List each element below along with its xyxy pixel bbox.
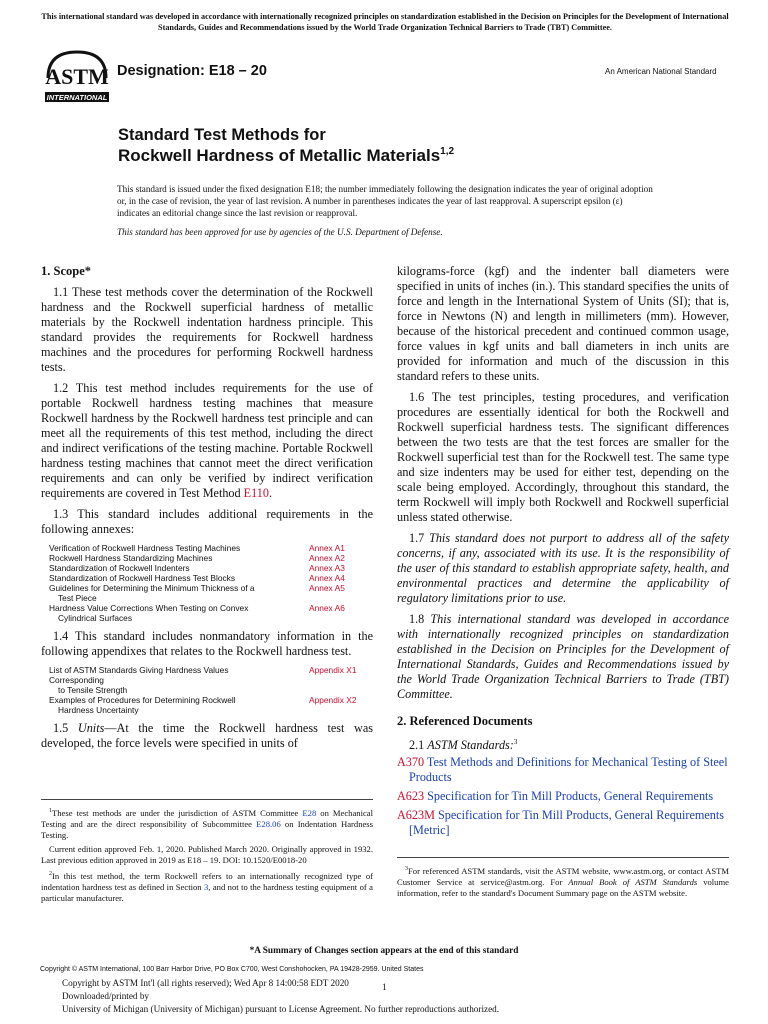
logo-text: ASTM [45, 64, 109, 89]
section-1-8-text: This international standard was developed in accordance with internationally recognized principles on standardization established in the Decision on Principles for the Development of International Standards, Guides and Recommendations issued by the World Trade Organization Technical Barriers to Trade (TBT) Committee. [397, 612, 729, 701]
reference-item [397, 808, 729, 838]
reference-title-link[interactable]: Specification for Tin Mill Products, General Requirements [427, 789, 714, 804]
footnote-1-marker: 1 [49, 808, 52, 814]
reference-item [397, 789, 729, 804]
reference-title-link[interactable]: Specification for Tin Mill Products, General Requirements [Metric] [409, 808, 724, 838]
appendix-link [309, 705, 359, 715]
appendix-label: List of ASTM Standards Giving Hardness Values [49, 665, 229, 675]
page-number: 1 [382, 982, 387, 992]
footnote-3-text-b: volume information, refer to the standard's Document Summary page on the ASTM website. [397, 876, 729, 898]
reference-item [397, 755, 729, 785]
left-column [41, 264, 373, 757]
section-1-7-num: 1.7 [409, 531, 430, 545]
appendix-row [49, 675, 359, 685]
annex-label: Rockwell Hardness Standardizing Machines [49, 553, 213, 563]
scope-heading: 1. Scope* [41, 264, 91, 278]
annex-row [49, 603, 359, 613]
annex-link [309, 593, 359, 603]
section-1-5-text: —At the time the Rockwell hardness test was developed, the force levels were specified in units of [41, 721, 374, 750]
annex-list [49, 543, 359, 623]
section-1-6: 1.6 The test principles, testing procedures, and verification procedures are essentially identical for both the Rockwell and Rockwell superficial hardness tests. The significant differences between the two tests are that the test forces are smaller for the Rockwell superficial test than for the Rockwell test. The same type and size indenters may be used for either test, depending on the scale being employed. Accordingly, throughout this standard, the term Rockwell will imply both Rockwell and Rockwell superficial unless stated otherwise. [397, 390, 729, 524]
section-1-8-num: 1.8 [409, 612, 431, 626]
annex-link[interactable]: Annex A3 [309, 563, 345, 573]
appendix-link [309, 685, 359, 695]
title-text: Rockwell Hardness of Metallic Materials [118, 146, 441, 165]
annex-label: Test Piece [58, 593, 97, 603]
logo-subtext: INTERNATIONAL [46, 93, 108, 102]
footnote-ref-3[interactable]: 3 [513, 738, 518, 746]
annex-label: Cylindrical Surfaces [58, 613, 133, 623]
astm-logo [42, 48, 112, 106]
annex-label: Standardization of Rockwell Hardness Test Blocks [49, 573, 236, 583]
reference-code-link[interactable]: A370 [397, 755, 425, 770]
section-1-5 [41, 721, 373, 751]
footnotes-left [41, 799, 373, 907]
section-2-1-title: ASTM Standards: [427, 738, 514, 753]
appendix-link [309, 675, 359, 685]
section-1-4: 1.4 This standard includes nonmandatory information in the following appendixes that relates to the Rockwell hardness test. [41, 629, 373, 658]
annex-row [49, 543, 359, 553]
appendix-row [49, 665, 359, 675]
annex-link[interactable]: Annex A4 [309, 573, 345, 583]
annex-link[interactable]: Annex A2 [309, 553, 345, 563]
top-notice: This international standard was developed in accordance with internationally recognized principles on standardization established in the Decision on Principles for the Development of International Standards, Guides and Recommendations issued by the World Trade Organization Technical Barriers to Trade (TBT) Committee. [41, 12, 729, 32]
right-column [397, 264, 729, 842]
appendix-label: Examples of Procedures for Determining Rockwell [49, 695, 236, 705]
title-line-1: Standard Test Methods for [118, 126, 326, 144]
annex-link [309, 613, 359, 623]
appendix-row [49, 705, 359, 715]
section-1-5-title: Units [77, 721, 105, 735]
appendix-label: Corresponding [49, 675, 104, 685]
section-1-1: 1.1 These test methods cover the determination of the Rockwell hardness and the Rockwell superficial hardness of metallic materials by the Rockwell indentation hardness principle. This standard provides the requirements for Rockwell hardness machines and the procedures for performing Rockwell hardness tests. [41, 285, 373, 374]
section-1-2-end: . [268, 486, 272, 500]
section-2-1-num: 2.1 [409, 738, 428, 753]
annex-link[interactable]: Annex A5 [309, 583, 345, 593]
section-1-7 [397, 531, 729, 606]
footnote-1-text-c: on Indentation Hardness Testing. [41, 818, 373, 840]
annex-link[interactable]: Annex A1 [309, 543, 345, 553]
intro-paragraph: This standard is issued under the fixed designation E18; the number immediately following the designation indicates the year of original adoption or, in the case of revision, the year of last revision. A number in parentheses indicates the year of last reapproval. A superscript epsilon (ε) indicates an editorial change since the last revision or reapproval. [117, 184, 653, 219]
reference-code-link[interactable]: A623M [397, 808, 435, 823]
download-notice-line-3: University of Michigan (University of Michigan) pursuant to License Agreement. No further reproductions authorized. [62, 1004, 500, 1014]
annex-label: Standardization of Rockwell Indenters [49, 563, 190, 573]
annex-label: Guidelines for Determining the Minimum Thickness of a [49, 583, 255, 593]
footnote-3-marker: 3 [405, 866, 408, 872]
e28-link[interactable]: E28 [302, 807, 317, 818]
footnote-2-marker: 2 [49, 870, 52, 877]
section-1-8 [397, 612, 729, 702]
dod-approval-note: This standard has been approved for use by agencies of the U.S. Department of Defense. [117, 227, 443, 237]
section-2-1 [397, 735, 729, 753]
footnote-1-text-a: These test methods are under the jurisdiction of ASTM Committee [52, 807, 303, 818]
annex-row [49, 563, 359, 573]
appendix-list [49, 665, 359, 715]
appendix-label: to Tensile Strength [58, 685, 128, 695]
footnote-1-text-b: on Mechanical Testing and are the direct responsibility of Subcommittee [41, 807, 373, 829]
section-1-7-text: This standard does not purport to address all of the safety concerns, if any, associated with its use. It is the responsibility of the user of this standard to establish appropriate safety, health, and environmental practices and determine the applicability of regulatory limitations prior to use. [397, 531, 729, 605]
section-3-link[interactable]: 3 [203, 881, 209, 892]
section-1-3: 1.3 This standard includes additional requirements in the following annexes: [41, 507, 373, 536]
footnote-3-text-a: For referenced ASTM standards, visit the ASTM website, www.astm.org, or contact ASTM Customer Service at service@astm.org. For [397, 865, 729, 887]
appendix-row [49, 695, 359, 705]
annex-row [49, 593, 359, 603]
copyright-line: Copyright © ASTM International, 100 Barr Harbor Drive, PO Box C700, West Conshohocken, PA 19428-2959. United States [40, 966, 424, 973]
section-1-2-text: 1.2 This test method includes requirements for the use of portable Rockwell hardness testing machines that measure Rockwell hardness by the Rockwell hardness test principle and can meet all the requirements of this test method, including the direct and indirect verifications of the testing machine. Portable Rockwell hardness testing machines that cannot meet the direct verification requirements and can only be verified by indirect verification requirements are covered in Test Method [41, 381, 373, 500]
download-notice-line-1: Copyright by ASTM Int'l (all rights reserved); Wed Apr 8 14:00:58 EDT 2020 [62, 978, 349, 988]
footnote-3 [397, 864, 729, 899]
e28-06-link[interactable]: E28.06 [256, 818, 281, 829]
footnote-1 [41, 806, 373, 841]
e110-link[interactable]: E110 [243, 486, 269, 500]
download-notice-line-2: Downloaded/printed by [62, 991, 150, 1001]
summary-of-changes-note: *A Summary of Changes section appears at the end of this standard [249, 946, 519, 956]
appendix-link[interactable]: Appendix X1 [309, 665, 357, 675]
annex-row [49, 573, 359, 583]
title-footnote-ref[interactable]: 1,2 [440, 146, 455, 157]
appendix-row [49, 685, 359, 695]
annex-row [49, 583, 359, 593]
footnote-2-text-b: , and not to the hardness testing equipment of a particular manufacturer. [41, 881, 373, 903]
reference-title-link[interactable]: Test Methods and Definitions for Mechanical Testing of Steel Products [409, 755, 728, 785]
section-1-2 [41, 381, 373, 501]
appendix-label: Hardness Uncertainty [58, 705, 139, 715]
reference-code-link[interactable]: A623 [397, 789, 425, 804]
annex-label: Hardness Value Corrections When Testing on Convex [49, 603, 249, 613]
footnote-2 [41, 869, 373, 904]
section-1-5-continued: kilograms-force (kgf) and the indenter ball diameters were specified in units of inches (in.). This standard specifies the units of force and length in the International System of Units (SI); that is, force in Newtons (N) and length in millimeters (mm). However, because of the historical precedent and continued common usage, force values in kgf units and ball diameters in inch units are provided for information and much of the discussion in this standard refers to these units. [397, 264, 729, 383]
annex-link[interactable]: Annex A6 [309, 603, 345, 613]
referenced-documents-heading: 2. Referenced Documents [397, 714, 533, 728]
appendix-link[interactable]: Appendix X2 [309, 695, 357, 705]
edition-note: Current edition approved Feb. 1, 2020. Published March 2020. Originally approved in 1932. Last previous edition approved in 2019 as E18 – 19. DOI: 10.1520/E0018-20 [41, 843, 373, 865]
annex-row [49, 553, 359, 563]
footnote-3-italic: Annual Book of ASTM Standards [568, 876, 698, 887]
section-1-5-num: 1.5 [53, 721, 78, 735]
footnotes-right [397, 857, 729, 902]
designation: Designation: E18 – 20 [117, 63, 267, 79]
footnote-2-text-a: In this test method, the term Rockwell refers to an internationally recognized type of indentation hardness test as defined in Section [41, 870, 373, 892]
title-line-2 [118, 146, 454, 166]
annex-label: Verification of Rockwell Hardness Testing Machines [49, 543, 241, 553]
annex-row [49, 613, 359, 623]
american-national-standard-label: An American National Standard [605, 67, 717, 76]
